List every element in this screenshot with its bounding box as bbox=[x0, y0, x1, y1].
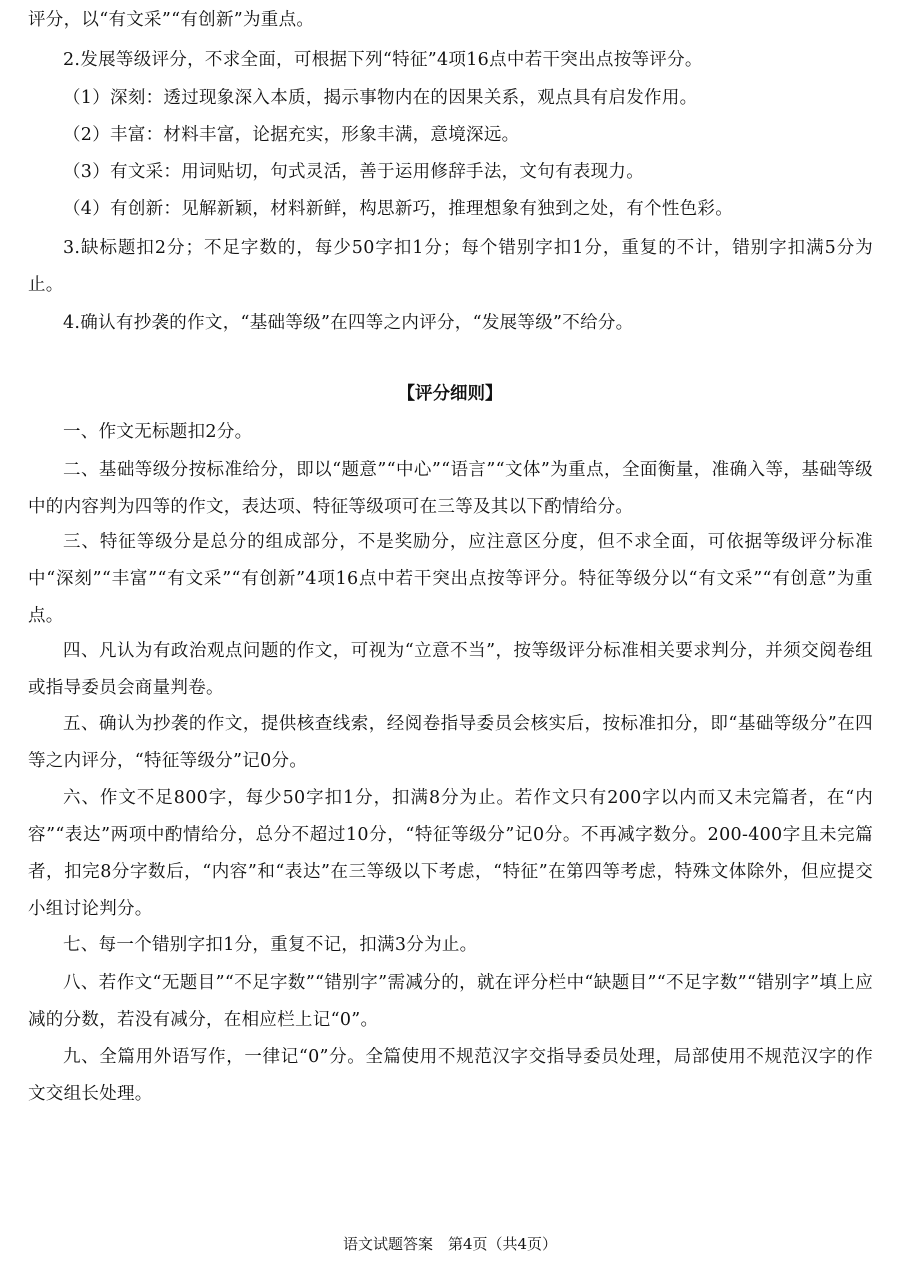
rule-2: 二、基础等级分按标准给分，即以“题意”“中心”“语言”“文体”为重点，全面衡量，准确入等，基础等级中的内容判为四等的作文，表达项、特征等级项可在三等及其以下酌情给分。 bbox=[28, 460, 873, 517]
rule-9: 九、全篇用外语写作，一律记“0”分。全篇使用不规范汉字交指导委员处理，局部使用不规范汉字的作文交组长处理。 bbox=[28, 1047, 873, 1104]
page-footer: 语文试题答案 第4页（共4页） bbox=[342, 1235, 558, 1253]
list-item-literary-grace: （3）有文采：用词贴切，句式灵活，善于运用修辞手法，文句有表现力。 bbox=[63, 162, 645, 182]
rule-7: 七、每一个错别字扣1分，重复不记，扣满3分为止。 bbox=[63, 935, 478, 955]
rule-1: 一、作文无标题扣2分。 bbox=[63, 422, 253, 442]
list-item-innovation: （4）有创新：见解新颖，材料新鲜，构思新巧，推理想象有独到之处，有个性色彩。 bbox=[63, 199, 734, 219]
rule-5: 五、确认为抄袭的作文，提供核查线索，经阅卷指导委员会核实后，按标准扣分，即“基础等级分”在四等之内评分，“特征等级分”记0分。 bbox=[28, 714, 873, 771]
section-title: 【评分细则】 bbox=[397, 384, 503, 404]
paragraph-deductions: 3.缺标题扣2分；不足字数的，每少50字扣1分；每个错别字扣1分，重复的不计，错别字扣满5分为止。 bbox=[28, 238, 873, 295]
rule-6: 六、作文不足800字，每少50字扣1分，扣满8分为止。若作文只有200字以内而又未完篇者，在“内容”“表达”两项中酌情给分，总分不超过10分，“特征等级分”记0分。不再减字数分。200-400字且未完篇者，扣完8分字数后，“内容”和“表达”在三等级以下考虑，“特征”在第四等考虑，特殊文体除外，但应提交小组讨论判分。 bbox=[28, 788, 873, 919]
list-item-richness: （2）丰富：材料丰富，论据充实，形象丰满，意境深远。 bbox=[63, 125, 520, 145]
rule-8: 八、若作文“无题目”“不足字数”“错别字”需减分的，就在评分栏中“缺题目”“不足字数”“错别字”填上应减的分数，若没有减分，在相应栏上记“0”。 bbox=[28, 973, 873, 1030]
paragraph-plagiarism: 4.确认有抄袭的作文，“基础等级”在四等之内评分，“发展等级”不给分。 bbox=[63, 313, 634, 333]
paragraph-development-grade: 2.发展等级评分，不求全面，可根据下列“特征”4项16点中若干突出点按等评分。 bbox=[63, 50, 703, 70]
list-item-depth: （1）深刻：透过现象深入本质，揭示事物内在的因果关系，观点具有启发作用。 bbox=[63, 88, 698, 108]
rule-4: 四、凡认为有政治观点问题的作文，可视为“立意不当”，按等级评分标准相关要求判分，并须交阅卷组或指导委员会商量判卷。 bbox=[28, 641, 873, 698]
rule-3: 三、特征等级分是总分的组成部分，不是奖励分，应注意区分度，但不求全面，可依据等级评分标准中“深刻”“丰富”“有文采”“有创新”4项16点中若干突出点按等评分。特征等级分以“有文采”“有创意”为重点。 bbox=[28, 532, 873, 626]
paragraph-continued: 评分，以“有文采”“有创新”为重点。 bbox=[28, 10, 315, 30]
